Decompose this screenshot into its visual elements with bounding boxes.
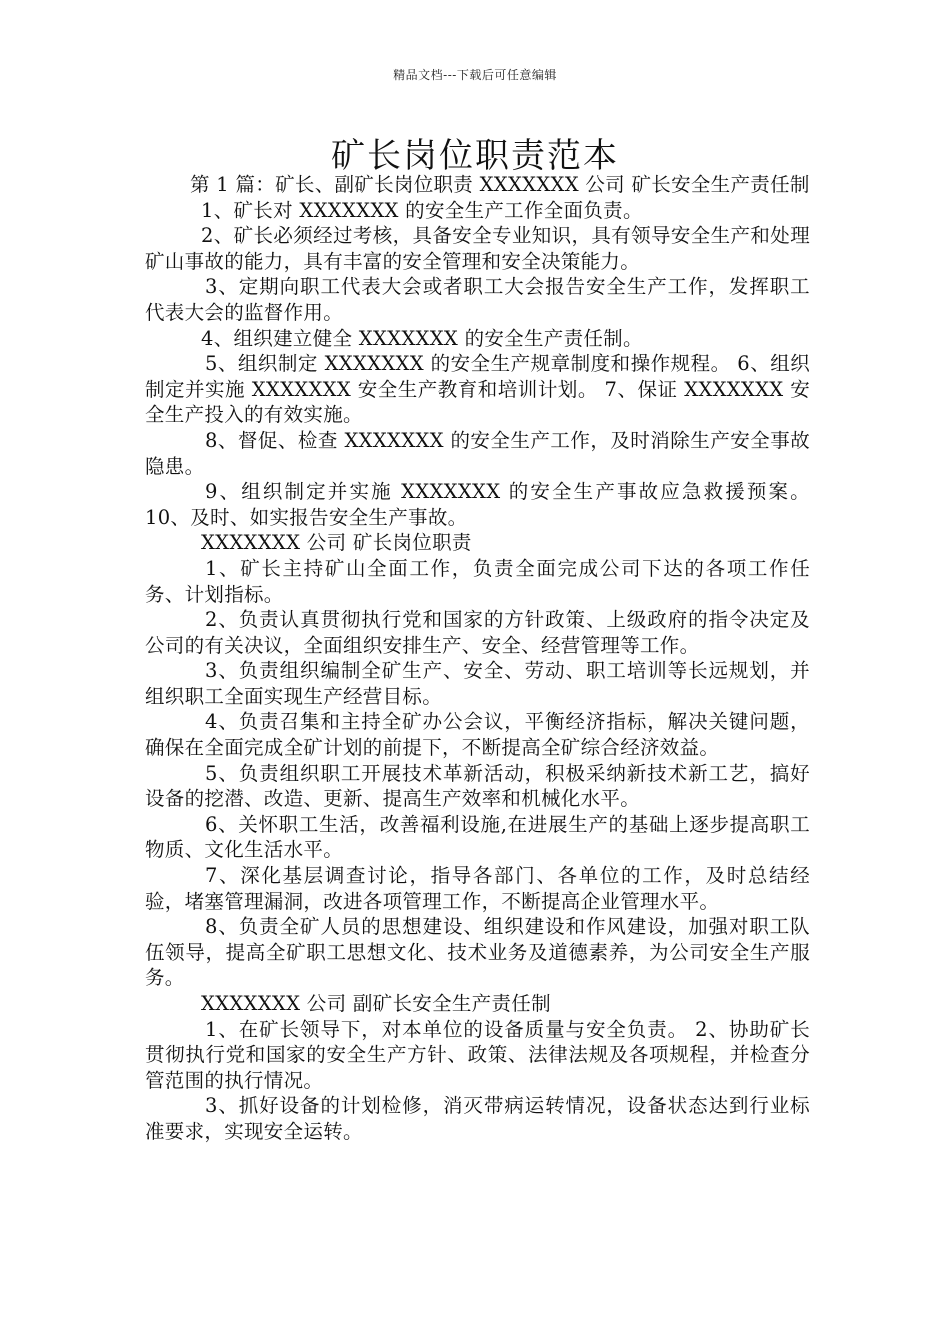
paragraph: 5、组织制定 XXXXXXX 的安全生产规章制度和操作规程。 6、组织制定并实施 XXXXXXX 安全生产教育和培训计划。 7、保证 XXXXXXX 安全生产投入的有效实施。 bbox=[145, 352, 810, 427]
paragraph: 3、负责组织编制全矿生产、安全、劳动、职工培训等长远规划，并组织职工全面实现生产经营目标。 bbox=[145, 659, 810, 708]
paragraph: 1、矿长主持矿山全面工作，负责全面完成公司下达的各项工作任务、计划指标。 bbox=[145, 556, 810, 606]
paragraph: 2、负责认真贯彻执行党和国家的方针政策、上级政府的指令决定及公司的有关决议，全面组织安排生产、安全、经营管理等工作。 bbox=[145, 608, 810, 657]
paragraph: 8、负责全矿人员的思想建设、组织建设和作风建设，加强对职工队伍领导，提高全矿职工思想文化、技术业务及道德素养，为公司安全生产服务。 bbox=[145, 915, 810, 990]
paragraph: 4、组织建立健全 XXXXXXX 的安全生产责任制。 bbox=[201, 326, 643, 350]
paragraph: 3、定期向职工代表大会或者职工大会报告安全生产工作，发挥职工代表大会的监督作用。 bbox=[145, 275, 810, 324]
page-title: 矿长岗位职责范本 bbox=[331, 136, 619, 176]
paragraph: 7、深化基层调查讨论，指导各部门、各单位的工作，及时总结经验，堵塞管理漏洞，改进各项管理工作，不断提高企业管理水平。 bbox=[145, 864, 810, 913]
paragraph: 4、负责召集和主持全矿办公会议，平衡经济指标，解决关键问题，确保在全面完成全矿计划的前提下，不断提高全矿综合经济效益。 bbox=[145, 710, 810, 760]
document-body bbox=[145, 172, 810, 1145]
paragraph: 8、督促、检查 XXXXXXX 的安全生产工作，及时消除生产安全事故隐患。 bbox=[145, 428, 810, 478]
paragraph: 3、抓好设备的计划检修，消灭带病运转情况，设备状态达到行业标准要求，实现安全运转。 bbox=[145, 1094, 810, 1143]
header-note: 精品文档---下载后可任意编辑 bbox=[393, 68, 557, 82]
paragraph: 1、矿长对 XXXXXXX 的安全生产工作全面负责。 bbox=[201, 198, 643, 222]
paragraph: 5、负责组织职工开展技术革新活动，积极采纳新技术新工艺，搞好设备的挖潜、改造、更新、提高生产效率和机械化水平。 bbox=[145, 761, 810, 811]
paragraph: 第 1 篇：矿长、副矿长岗位职责 XXXXXXX 公司 矿长安全生产责任制 bbox=[190, 173, 810, 196]
paragraph: 9、组织制定并实施 XXXXXXX 的安全生产事故应急救援预案。 10、及时、如实报告安全生产事故。 bbox=[145, 480, 810, 529]
section-heading: XXXXXXX 公司 副矿长安全生产责任制 bbox=[201, 992, 551, 1015]
paragraph: 1、在矿长领导下，对本单位的设备质量与安全负责。 2、协助矿长贯彻执行党和国家的安全生产方针、政策、法律法规及各项规程，并检查分管范围的执行情况。 bbox=[145, 1017, 810, 1092]
paragraph: 6、关怀职工生活，改善福利设施,在进展生产的基础上逐步提高职工物质、文化生活水平。 bbox=[145, 812, 810, 862]
section-heading: XXXXXXX 公司 矿长岗位职责 bbox=[201, 531, 472, 555]
paragraph: 2、矿长必须经过考核，具备安全专业知识，具有领导安全生产和处理矿山事故的能力，具有丰富的安全管理和安全决策能力。 bbox=[145, 224, 810, 273]
